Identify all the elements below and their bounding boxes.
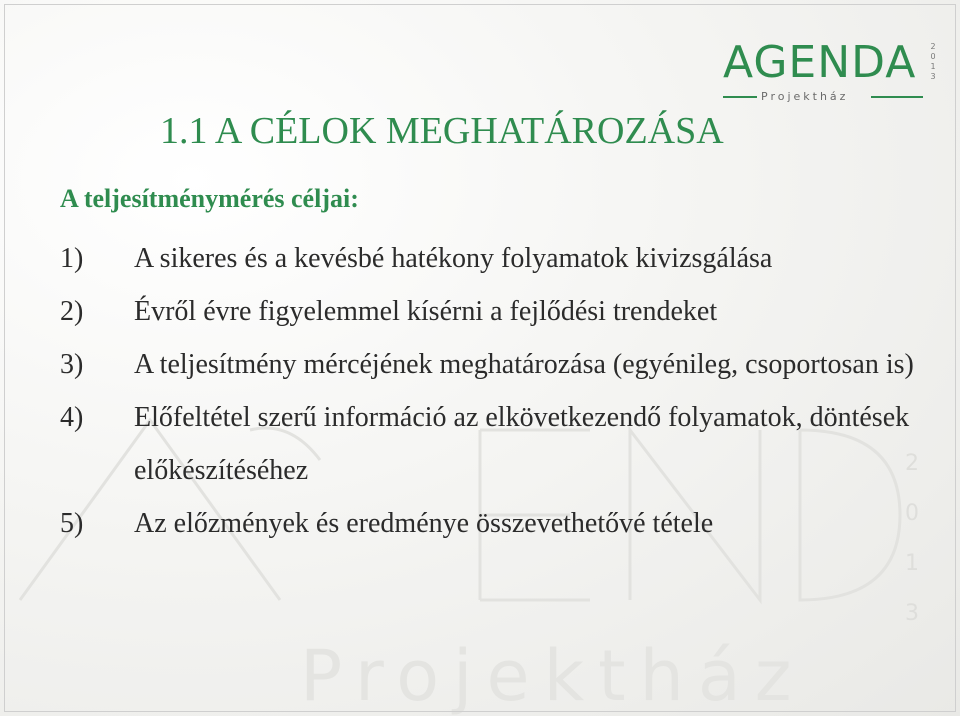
list-item-text: A teljesítmény mércéjének meghatározása (egyénileg, csoportosan is) [134,349,914,380]
list-item-text: Előfeltétel szerű információ az elkövetkezendő folyamatok, döntések előkészítéséhez [134,402,910,486]
svg-text:0: 0 [905,501,919,526]
logo-line-left [723,96,757,98]
list-item-number: 5) [60,508,84,539]
svg-text:Projektház: Projektház [300,635,806,716]
logo-year: 2013 [930,42,936,81]
goals-list [60,232,920,550]
list-item-text: Évről évre figyelemmel kísérni a fejlődési trendeket [134,296,718,327]
list-item [60,338,920,391]
slide-title: 1.1 A CÉLOK MEGHATÁROZÁSA [160,110,724,152]
agenda-logo [723,38,938,108]
list-item-number: 2) [60,296,84,327]
logo-line-right [871,96,923,98]
list-item-text: Az előzmények és eredménye összevethetővé tétele [134,508,714,539]
list-item [60,391,920,497]
list-item-number: 1) [60,243,84,274]
list-item [60,285,920,338]
logo-subtitle: Projektház [761,90,849,103]
section-subtitle: A teljesítménymérés céljai: [60,184,359,213]
list-item-number: 4) [60,402,84,433]
svg-text:2: 2 [905,451,919,476]
list-item [60,232,920,285]
list-item [60,497,920,550]
list-item-text: A sikeres és a kevésbé hatékony folyamatok kivizsgálása [134,243,773,274]
svg-text:1: 1 [905,551,919,576]
svg-text:3: 3 [905,601,919,626]
logo-wordmark: AGENDA [723,37,917,88]
list-item-number: 3) [60,349,84,380]
